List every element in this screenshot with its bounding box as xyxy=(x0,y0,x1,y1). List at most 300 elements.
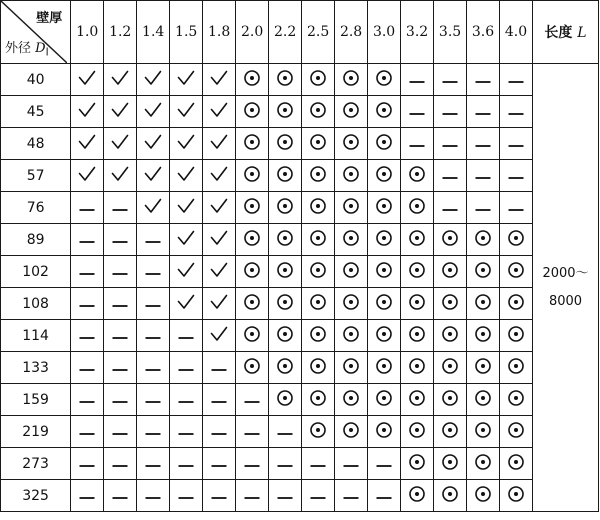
dash-symbol xyxy=(111,239,129,245)
dash-icon xyxy=(144,463,162,469)
dash-symbol xyxy=(111,335,129,341)
availability-cell xyxy=(236,256,269,288)
dash-symbol xyxy=(507,111,525,117)
thickness-header-2-0: 2.0 xyxy=(236,1,269,64)
dotted-circle-icon xyxy=(243,357,261,375)
dotted-circle-icon xyxy=(342,197,360,215)
availability-cell xyxy=(269,256,302,288)
dash-icon xyxy=(111,431,129,437)
availability-cell xyxy=(236,448,269,480)
availability-cell xyxy=(104,288,137,320)
outer-diameter-symbol: D xyxy=(35,41,46,57)
corner-header-cell xyxy=(1,1,71,64)
availability-cell xyxy=(302,128,335,160)
availability-cell xyxy=(302,288,335,320)
availability-cell xyxy=(335,384,368,416)
availability-cell xyxy=(434,480,467,512)
availability-cell xyxy=(104,96,137,128)
circle-symbol xyxy=(342,293,360,311)
availability-cell xyxy=(269,160,302,192)
dotted-circle-icon xyxy=(342,261,360,279)
dash-symbol xyxy=(177,399,195,405)
dotted-circle-icon xyxy=(342,421,360,439)
circle-symbol xyxy=(441,389,459,407)
thickness-header-3-0: 3.0 xyxy=(368,1,401,64)
circle-symbol xyxy=(375,261,393,279)
availability-cell xyxy=(104,128,137,160)
dash-symbol xyxy=(441,111,459,117)
dotted-circle-icon xyxy=(342,101,360,119)
check-symbol xyxy=(177,230,195,246)
availability-cell xyxy=(137,320,170,352)
dash-symbol xyxy=(441,175,459,181)
availability-cell xyxy=(368,128,401,160)
dash-symbol xyxy=(78,431,96,437)
dash-icon xyxy=(78,431,96,437)
check-symbol xyxy=(144,70,162,86)
dash-icon xyxy=(507,143,525,149)
check-symbol xyxy=(177,198,195,214)
dotted-circle-icon xyxy=(375,133,393,151)
availability-cell xyxy=(236,224,269,256)
dotted-circle-icon xyxy=(276,325,294,343)
check-symbol xyxy=(144,134,162,150)
availability-cell xyxy=(335,256,368,288)
availability-cell xyxy=(401,480,434,512)
dash-icon xyxy=(507,207,525,213)
circle-symbol xyxy=(474,325,492,343)
dash-symbol xyxy=(78,335,96,341)
dotted-circle-icon xyxy=(276,69,294,87)
dotted-circle-icon xyxy=(342,229,360,247)
availability-cell xyxy=(137,96,170,128)
availability-cell xyxy=(335,480,368,512)
dash-icon xyxy=(144,271,162,277)
dotted-circle-icon xyxy=(507,325,525,343)
availability-cell xyxy=(104,480,137,512)
dash-icon xyxy=(144,303,162,309)
outer-diameter-subscript: l xyxy=(45,46,49,59)
dash-symbol xyxy=(342,463,360,469)
circle-symbol xyxy=(408,389,426,407)
dotted-circle-icon xyxy=(342,69,360,87)
dash-symbol xyxy=(78,463,96,469)
dash-symbol xyxy=(111,463,129,469)
availability-cell xyxy=(236,192,269,224)
dash-symbol xyxy=(243,463,261,469)
dotted-circle-icon xyxy=(441,485,459,503)
dotted-circle-icon xyxy=(441,389,459,407)
dash-symbol xyxy=(276,463,294,469)
dash-icon xyxy=(78,399,96,405)
checkmark-icon xyxy=(210,134,228,150)
availability-cell xyxy=(467,288,500,320)
availability-cell xyxy=(401,416,434,448)
dash-icon xyxy=(111,271,129,277)
circle-symbol xyxy=(408,357,426,375)
thickness-header-1-0: 1.0 xyxy=(71,1,104,64)
table-row xyxy=(1,256,599,288)
circle-symbol xyxy=(441,421,459,439)
availability-cell xyxy=(434,192,467,224)
circle-symbol xyxy=(309,229,327,247)
dash-symbol xyxy=(111,271,129,277)
checkmark-icon xyxy=(177,230,195,246)
dash-icon xyxy=(78,335,96,341)
dash-symbol xyxy=(474,207,492,213)
table-row xyxy=(1,96,599,128)
dotted-circle-icon xyxy=(276,229,294,247)
availability-cell xyxy=(467,480,500,512)
outer-diameter-cell: 114 xyxy=(1,320,71,352)
availability-cell xyxy=(368,192,401,224)
availability-cell xyxy=(500,160,533,192)
availability-cell xyxy=(368,448,401,480)
availability-cell xyxy=(335,64,368,96)
dotted-circle-icon xyxy=(342,293,360,311)
checkmark-icon xyxy=(177,70,195,86)
dotted-circle-icon xyxy=(276,389,294,407)
dash-symbol xyxy=(375,463,393,469)
availability-cell xyxy=(71,384,104,416)
availability-cell xyxy=(71,160,104,192)
circle-symbol xyxy=(276,101,294,119)
table-row xyxy=(1,384,599,416)
dash-symbol xyxy=(210,431,228,437)
dash-icon xyxy=(111,239,129,245)
dotted-circle-icon xyxy=(507,261,525,279)
availability-cell xyxy=(302,448,335,480)
dash-symbol xyxy=(144,495,162,501)
availability-cell xyxy=(170,288,203,320)
checkmark-icon xyxy=(111,134,129,150)
availability-cell xyxy=(137,480,170,512)
dash-symbol xyxy=(111,207,129,213)
availability-cell xyxy=(500,128,533,160)
dash-icon xyxy=(408,79,426,85)
circle-symbol xyxy=(276,261,294,279)
availability-cell xyxy=(500,352,533,384)
dash-icon xyxy=(408,111,426,117)
dotted-circle-icon xyxy=(342,389,360,407)
outer-diameter-cell: 325 xyxy=(1,480,71,512)
circle-symbol xyxy=(507,293,525,311)
circle-symbol xyxy=(342,197,360,215)
thickness-header-3-6: 3.6 xyxy=(467,1,500,64)
availability-cell xyxy=(104,416,137,448)
dash-symbol xyxy=(144,271,162,277)
circle-symbol xyxy=(375,69,393,87)
dash-symbol xyxy=(111,431,129,437)
dash-icon xyxy=(309,463,327,469)
dash-icon xyxy=(177,431,195,437)
dash-icon xyxy=(210,431,228,437)
availability-cell xyxy=(170,192,203,224)
circle-symbol xyxy=(375,165,393,183)
dotted-circle-icon xyxy=(243,165,261,183)
dash-icon xyxy=(375,495,393,501)
dash-symbol xyxy=(507,143,525,149)
circle-symbol xyxy=(507,229,525,247)
circle-symbol xyxy=(474,293,492,311)
circle-symbol xyxy=(375,133,393,151)
dotted-circle-icon xyxy=(276,101,294,119)
circle-symbol xyxy=(342,69,360,87)
circle-symbol xyxy=(309,197,327,215)
outer-diameter-cell: 89 xyxy=(1,224,71,256)
dotted-circle-icon xyxy=(342,357,360,375)
circle-symbol xyxy=(309,357,327,375)
dash-icon xyxy=(309,495,327,501)
circle-symbol xyxy=(408,453,426,471)
dotted-circle-icon xyxy=(375,261,393,279)
availability-cell xyxy=(401,288,434,320)
dotted-circle-icon xyxy=(408,357,426,375)
table-body xyxy=(1,1,599,512)
dotted-circle-icon xyxy=(507,485,525,503)
dash-icon xyxy=(78,207,96,213)
dash-symbol xyxy=(111,495,129,501)
availability-cell xyxy=(170,256,203,288)
check-symbol xyxy=(111,102,129,118)
circle-symbol xyxy=(507,389,525,407)
dotted-circle-icon xyxy=(309,229,327,247)
availability-cell xyxy=(137,192,170,224)
dash-symbol xyxy=(177,463,195,469)
circle-symbol xyxy=(342,325,360,343)
availability-cell xyxy=(104,384,137,416)
dash-symbol xyxy=(309,495,327,501)
table-row xyxy=(1,416,599,448)
availability-cell xyxy=(434,256,467,288)
availability-cell xyxy=(467,256,500,288)
dash-symbol xyxy=(144,303,162,309)
availability-cell xyxy=(368,224,401,256)
dash-symbol xyxy=(309,463,327,469)
availability-cell xyxy=(269,288,302,320)
availability-cell xyxy=(302,96,335,128)
circle-symbol xyxy=(309,389,327,407)
dash-icon xyxy=(111,207,129,213)
dash-icon xyxy=(111,399,129,405)
dash-icon xyxy=(210,495,228,501)
dash-icon xyxy=(144,335,162,341)
dash-icon xyxy=(177,367,195,373)
circle-symbol xyxy=(375,421,393,439)
availability-cell xyxy=(467,416,500,448)
checkmark-icon xyxy=(177,262,195,278)
availability-cell xyxy=(137,224,170,256)
dash-icon xyxy=(144,431,162,437)
dash-icon xyxy=(342,495,360,501)
circle-symbol xyxy=(408,197,426,215)
checkmark-icon xyxy=(210,198,228,214)
circle-symbol xyxy=(243,325,261,343)
dash-symbol xyxy=(177,495,195,501)
dotted-circle-icon xyxy=(243,69,261,87)
availability-cell xyxy=(236,160,269,192)
outer-diameter-cell: 76 xyxy=(1,192,71,224)
dotted-circle-icon xyxy=(441,229,459,247)
dotted-circle-icon xyxy=(276,293,294,311)
availability-cell xyxy=(203,64,236,96)
checkmark-icon xyxy=(78,134,96,150)
dotted-circle-icon xyxy=(243,133,261,151)
availability-cell xyxy=(302,160,335,192)
dash-symbol xyxy=(276,431,294,437)
check-symbol xyxy=(111,166,129,182)
dash-symbol xyxy=(111,399,129,405)
availability-cell xyxy=(500,320,533,352)
availability-cell xyxy=(368,96,401,128)
check-symbol xyxy=(210,166,228,182)
circle-symbol xyxy=(474,389,492,407)
dotted-circle-icon xyxy=(375,165,393,183)
circle-symbol xyxy=(408,485,426,503)
dotted-circle-icon xyxy=(408,485,426,503)
dotted-circle-icon xyxy=(243,325,261,343)
dash-symbol xyxy=(144,399,162,405)
dash-icon xyxy=(144,239,162,245)
checkmark-icon xyxy=(111,102,129,118)
availability-cell xyxy=(104,64,137,96)
outer-diameter-cell: 159 xyxy=(1,384,71,416)
circle-symbol xyxy=(507,453,525,471)
circle-symbol xyxy=(474,453,492,471)
circle-symbol xyxy=(408,261,426,279)
dash-symbol xyxy=(144,463,162,469)
dotted-circle-icon xyxy=(375,197,393,215)
availability-cell xyxy=(71,192,104,224)
dash-symbol xyxy=(177,431,195,437)
availability-cell xyxy=(170,160,203,192)
thickness-header-1-5: 1.5 xyxy=(170,1,203,64)
availability-cell xyxy=(434,64,467,96)
circle-symbol xyxy=(276,389,294,407)
length-header-cell xyxy=(533,1,599,64)
availability-cell xyxy=(137,160,170,192)
circle-symbol xyxy=(243,197,261,215)
dotted-circle-icon xyxy=(375,357,393,375)
outer-diameter-cell: 219 xyxy=(1,416,71,448)
dash-icon xyxy=(78,271,96,277)
availability-cell xyxy=(401,160,434,192)
dash-symbol xyxy=(78,367,96,373)
availability-cell xyxy=(467,192,500,224)
circle-symbol xyxy=(441,293,459,311)
availability-cell xyxy=(335,288,368,320)
dotted-circle-icon xyxy=(507,357,525,375)
availability-cell xyxy=(170,96,203,128)
circle-symbol xyxy=(276,325,294,343)
availability-cell xyxy=(170,352,203,384)
availability-cell xyxy=(335,352,368,384)
availability-cell xyxy=(170,224,203,256)
circle-symbol xyxy=(375,325,393,343)
availability-cell xyxy=(434,416,467,448)
dotted-circle-icon xyxy=(243,293,261,311)
thickness-header-2-8: 2.8 xyxy=(335,1,368,64)
circle-symbol xyxy=(507,421,525,439)
check-symbol xyxy=(144,102,162,118)
dash-icon xyxy=(111,463,129,469)
dotted-circle-icon xyxy=(441,325,459,343)
availability-cell xyxy=(401,192,434,224)
dotted-circle-icon xyxy=(309,165,327,183)
availability-cell xyxy=(170,384,203,416)
circle-symbol xyxy=(342,133,360,151)
dotted-circle-icon xyxy=(309,197,327,215)
availability-cell xyxy=(170,64,203,96)
availability-cell xyxy=(434,160,467,192)
availability-cell xyxy=(335,448,368,480)
checkmark-icon xyxy=(210,294,228,310)
checkmark-icon xyxy=(210,166,228,182)
dotted-circle-icon xyxy=(408,421,426,439)
outer-diameter-cell: 57 xyxy=(1,160,71,192)
availability-cell xyxy=(104,256,137,288)
checkmark-icon xyxy=(144,134,162,150)
table-row xyxy=(1,192,599,224)
checkmark-icon xyxy=(210,262,228,278)
dash-icon xyxy=(144,495,162,501)
availability-cell xyxy=(71,320,104,352)
circle-symbol xyxy=(375,357,393,375)
availability-cell xyxy=(203,480,236,512)
dash-icon xyxy=(210,463,228,469)
availability-cell xyxy=(170,480,203,512)
availability-cell xyxy=(368,352,401,384)
dash-symbol xyxy=(210,495,228,501)
availability-cell xyxy=(500,448,533,480)
dash-symbol xyxy=(507,79,525,85)
availability-cell xyxy=(71,256,104,288)
circle-symbol xyxy=(474,357,492,375)
dotted-circle-icon xyxy=(276,165,294,183)
circle-symbol xyxy=(276,229,294,247)
dash-icon xyxy=(441,207,459,213)
availability-cell xyxy=(71,480,104,512)
checkmark-icon xyxy=(78,166,96,182)
dash-symbol xyxy=(111,303,129,309)
availability-cell xyxy=(467,128,500,160)
dotted-circle-icon xyxy=(375,229,393,247)
availability-cell xyxy=(236,352,269,384)
circle-symbol xyxy=(342,165,360,183)
availability-cell xyxy=(500,224,533,256)
checkmark-icon xyxy=(210,70,228,86)
availability-cell xyxy=(236,96,269,128)
circle-symbol xyxy=(474,485,492,503)
availability-cell xyxy=(203,128,236,160)
availability-cell xyxy=(467,352,500,384)
outer-diameter-cell: 40 xyxy=(1,64,71,96)
availability-cell xyxy=(467,448,500,480)
dash-icon xyxy=(177,463,195,469)
availability-cell xyxy=(203,384,236,416)
dotted-circle-icon xyxy=(474,325,492,343)
dotted-circle-icon xyxy=(375,421,393,439)
availability-cell xyxy=(434,448,467,480)
availability-cell xyxy=(269,480,302,512)
check-symbol xyxy=(177,294,195,310)
availability-cell xyxy=(401,256,434,288)
availability-cell xyxy=(368,416,401,448)
dotted-circle-icon xyxy=(309,261,327,279)
circle-symbol xyxy=(243,293,261,311)
dotted-circle-icon xyxy=(408,197,426,215)
length-label: 长度 xyxy=(544,25,573,41)
